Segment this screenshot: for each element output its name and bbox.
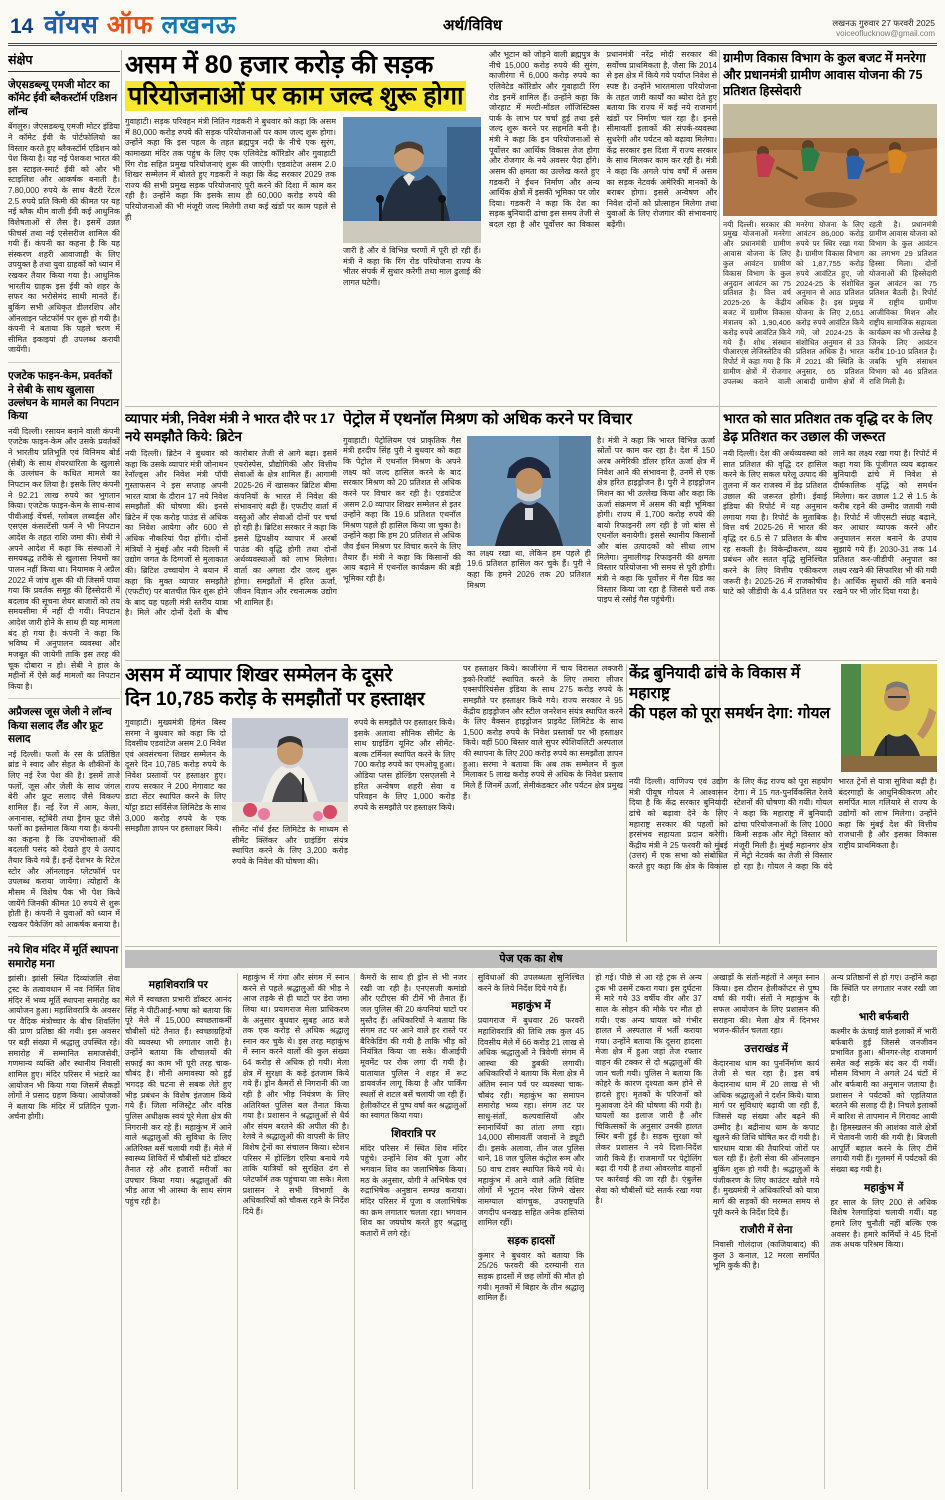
continuation-subhead: भारी बर्फबारी	[858, 1010, 909, 1023]
article-body-under-photo: सीमेंट नॉर्थ ईस्ट लिमिटेड के माध्यम से सीमेंट क्लिंकर और ग्राइंडिंग संयंत्र स्थापित करने के लिए 3,200 करोड़ रुपये के निवेश की घोषणा की।	[232, 824, 348, 866]
continuation-text: कुमार ने बुधवार को बताया कि 25/26 फरवरी की दरम्यानी रात सड़क हादसों में छह लोगों की मौत हो गयी। मृतकों में बिहार के तीन श्रद्धालु शामिल हैं।	[477, 1250, 585, 1303]
article-body-column: है। मंत्री ने कहा कि भारत विभिन्न ऊर्जा स्रोतों पर काम कर रहा है। देश में 150 अरब अमेरिकी डॉलर हरित ऊर्जा क्षेत्र में निवेश आने की संभावना है, उनमें से एक क्षेत्र हरित हाइड्रोजन है। पुरी ने हाइड्रोजन मिशन का भी उल्लेख किया और कहा कि ऊर्जा संक्रमण में असम की बड़ी भूमिका होगी। राज्य में 1,700 करोड़ रुपये की बायो रिफाइनरी लग रही है जो बांस से एथनॉल बनायेगी। इससे स्थानीय किसानों और बांस उत्पादकों को सीधा लाभ मिलेगा। नुमालीगढ़ रिफाइनरी की क्षमता विस्तार परियोजना भी समय से पूरी होगी। मंत्री ने कहा कि पूर्वोत्तर में गैस ग्रिड का विस्तार किया जा रहा है जिससे घरों तक पाइप से रसोई गैस पहुंचेगी।	[597, 435, 715, 605]
brief-body: बेंगलुरु। जेएसडब्ल्यू एमजी मोटर इंडिया ने कॉमेट ईवी के पोर्टफोलियो का विस्तार करते हुए ब्लैकस्टॉर्म एडिशन को पेश किया है। यह नई पेशकश भारत की इस स्टाइल-स्मार्ट ईवी को और भी स्टाइलिश और आकर्षक बनाती है। 7.80,000 रुपये के साथ बैटरी रेंटल 2.5 रुपये प्रति किमी की कीमत पर यह नई ब्लैक थीम वाली ईवी कई आधुनिक विशेषताओं से लैस है। इसमें उन्नत फीचर्स तथा नई एसेसरीज शामिल की गयी हैं। कंपनी का कहना है कि यह संस्करण शहरी आवाजाही के लिए उपयुक्त है तथा युवा ग्राहकों को ध्यान में रखकर तैयार किया गया है। आधुनिक भारतीय ग्राहक इस ईवी को शहर के सफर का भरोसेमंद साथी मानते हैं। बुकिंग सभी अधिकृत डीलरशिप और ऑनलाइन प्लेटफॉर्म पर शुरू हो गयी है। कंपनी ने बताया कि पहले चरण में सीमित इकाइयां ही उपलब्ध करायी जायेंगी।	[8, 122, 120, 355]
continuation-subhead: राजौरी में सेना	[740, 1224, 793, 1237]
continuation-column	[355, 973, 473, 1489]
headline-line-1: केंद्र बुनियादी ढांचे के विकास में महाराष्ट्र	[629, 665, 801, 703]
divider	[626, 664, 627, 942]
continuation-subhead: सड़क हादसों	[507, 1234, 555, 1247]
article-body-column: गुवाहाटी। सड़क परिवहन मंत्री नितिन गडकरी ने बुधवार को कहा कि असम में 80,000 करोड़ रुपये की सड़क परियोजनाओं पर काम जल्द शुरू होगा। उन्होंने कहा कि इस पहल के तहत ब्रह्मपुत्र नदी के नीचे एक सुरंग, कामाख्या मंदिर तक पहुंच के लिए एक एलिवेटेड कॉरिडोर और गुवाहाटी रिंग रोड सहित प्रमुख परियोजनाएं शुरू की जाएंगी। एडवांटेज असम 2.0 शिखर सम्मेलन में बोलते हुए गडकरी ने कहा कि केंद्र सरकार 2029 तक राज्य की सभी प्रमुख सड़क परियोजनाएं पूरी करने की दिशा में काम कर रही है। उन्होंने कहा कि इसके साथ ही 60,000 करोड़ रुपये की परियोजनाओं की भी मंजूरी जल्द मिलेगी तथा कई खंडों पर काम पहले से ही	[125, 117, 336, 222]
header-dateline	[832, 18, 935, 40]
continuation-text: कश्मीर के ऊंचाई वाले इलाकों में भारी बर्फबारी हुई जिससे जनजीवन प्रभावित हुआ। श्रीनगर-लेह राजमार्ग समेत कई सड़कें बंद कर दी गयीं। मौसम विभाग ने अगले 24 घंटों में और बर्फबारी का अनुमान जताया है। प्रशासन ने पर्यटकों को एहतियात बरतने की सलाह दी है। निचले इलाकों में बारिश से तापमान में गिरावट आयी है। हिमस्खलन की आशंका वाले क्षेत्रों में चेतावनी जारी की गयी है। बिजली आपूर्ति बहाल करने के लिए टीमें लगायी गयी हैं। गुलमर्ग में पर्यटकों की संख्या बढ़ गयी है।	[830, 1026, 937, 1174]
continuation-column	[825, 973, 937, 1489]
continuation-text: सुविधाओं की उपलब्धता सुनिश्चित करने के लिये निर्देश दिये गये हैं।	[477, 973, 585, 993]
continuation-text: हो गई। पीछे से आ रहे ट्रक से अन्य ट्रक भी उसमें टकरा गया। इस दुर्घटना में मारे गये 33 वर्षीय वीर और 37 साल के सोहन की मौके पर मौत हो गयी। एक अन्य घायल को गंभीर हालत में अस्पताल में भर्ती कराया गया। उन्होंने बताया कि दूसरा हादसा मेजा क्षेत्र में हुआ जहां तेज रफ्तार वाहन की टक्कर से दो श्रद्धालुओं की जान चली गयी। पुलिस ने बताया कि कोहरे के कारण दृश्यता कम होने से हादसे हुए। मृतकों के परिजनों को मुआवजा देने की घोषणा की गयी है। घायलों का इलाज जारी है और चिकित्सकों के अनुसार उनकी हालत स्थिर बनी हुई है। सड़क सुरक्षा को लेकर प्रशासन ने नये दिशा-निर्देश जारी किये हैं। राजमार्गों पर पेट्रोलिंग बढ़ा दी गयी है तथा ओवरलोड वाहनों पर कार्रवाई की जा रही है। एंबुलेंस सेवा को चौबीसों घंटे सतर्क रखा गया है।	[595, 973, 702, 1206]
brief-body: नयी दिल्ली। रसायन बनाने वाली कंपनी एजटेक फाइन-केम और उसके प्रवर्तकों ने भारतीय प्रतिभूति एवं विनिमय बोर्ड (सेबी) के साथ शेयरधारिता के खुलासे के उल्लंघन के कथित मामले का निपटान कर लिया है। इसके लिए कंपनी ने 92.21 लाख रुपये का भुगतान किया। एजटेक फाइन-केम के साथ-साथ पीवीआई वेंचर्स, ग्लोबल लब्वर्ड्स और एसएस कंसल्टेंसी फर्म ने भी निपटान आदेश के तहत राशि जमा की। सेबी ने अपने आदेश में कहा कि संस्थाओं ने समयबद्ध तरीके से खुलासा नियमों का पालन नहीं किया था। नियामक ने अप्रैल 2022 में जांच शुरू की थी जिसमें पाया गया कि प्रवर्तक समूह की हिस्सेदारी में बदलाव की सूचना शेयर बाजारों को तय समयसीमा में नहीं दी गयी। निपटान आदेश जारी होने के साथ ही यह मामला बंद हो गया है। कंपनी ने कहा कि भविष्य में अनुपालन व्यवस्था और मजबूत की जायेगी ताकि इस तरह की चूक दोबारा न हो। सेबी ने हाल के महीनों में ऐसे कई मामलों का निपटान किया है।	[8, 426, 120, 691]
continuation-text: निवासी गोलंदाज (काजियाबाद) की कुल 3 कनाल, 12 मरला समर्पित भूमि कुर्क की है।	[712, 1240, 820, 1271]
brief-item	[8, 76, 120, 363]
photo-hardeep-puri	[467, 436, 591, 546]
article-assam-road-projects	[125, 50, 717, 402]
continuation-text: महाकुंभ में गंगा और संगम में स्नान करने से पहले श्रद्धालुओं की भीड़ ने आज तड़के से ही घाटों पर डेरा जमा लिया था। प्रयागराज मेला प्राधिकरण के अनुसार बुधवार सुबह आठ बजे तक एक करोड़ से अधिक श्रद्धालु स्नान कर चुके थे। इस तरह महाकुंभ में स्नान करने वालों की कुल संख्या 64 करोड़ से अधिक हो गयी। मेला क्षेत्र में सुरक्षा के कड़े इंतजाम किये गये हैं। ड्रोन कैमरों से निगरानी की जा रही है और भीड़ नियंत्रण के लिए अतिरिक्त पुलिस बल तैनात किया गया है। प्रशासन ने श्रद्धालुओं से धैर्य और संयम बरतने की अपील की है। रेलवे ने श्रद्धालुओं की वापसी के लिए विशेष ट्रेनों का संचालन किया। स्टेशन परिसर में होल्डिंग एरिया बनाये गये ताकि यात्रियों को सुरक्षित ढंग से प्लेटफॉर्म तक पहुंचाया जा सके। मेला प्रशासन ने सभी विभागों के अधिकारियों को चौकस रहने के निर्देश दिये हैं।	[242, 973, 350, 1216]
brief-item	[8, 703, 120, 937]
continuation-text: कैमरों के साथ ही ड्रोन से भी नजर रखी जा रही है। एनएसजी कमांडो और एटीएस की टीमें भी तैनात हैं। जल पुलिस की 20 कंपनियां घाटों पर मुस्तैद हैं। अधिकारियों ने बताया कि संगम तट पर आने वाले हर रास्ते पर बैरिकेडिंग की गयी है ताकि भीड़ को नियंत्रित किया जा सके। वीआईपी मूवमेंट पर रोक लगा दी गयी है। यातायात पुलिस ने शहर में रूट डायवर्जन लागू किया है और पार्किंग स्थलों से शटल बसें चलायी जा रही हैं। हेलीकॉप्टर से पुष्प वर्षा कर श्रद्धालुओं का स्वागत किया गया।	[360, 973, 467, 1121]
continuation-subhead: महाकुंभ में	[511, 1000, 551, 1013]
page-one-continuation	[125, 950, 937, 1492]
article-headline: पेट्रोल में एथनॉल मिश्रण को अधिक करने पर विचार	[343, 411, 632, 428]
masthead-word-1: वॉयस	[44, 11, 99, 39]
article-body-columns: नयी दिल्ली। सरकार की प्रमुख योजनाओं मनरेगा और प्रधानमंत्री ग्रामीण आवास योजना के लिए कुल आवंटन ग्रामीण विकास विभाग के कुल अनुदान आवंटन का 75 प्रतिशत है। वित्त वर्ष 2025-26 के केंद्रीय बजट में ग्रामीण विकास मंत्रालय को 1,90,406 करोड़ रुपये आवंटित किये गये हैं। शोध संस्थान पीआरएस लेजिस्लेटिव की रिपोर्ट में कहा गया है कि ग्रामीण क्षेत्रों में रोजगार उपलब्ध कराने वाली मनरेगा योजना के लिए आवंटन 86,000 करोड़ रुपये पर स्थिर रखा गया है। ग्रामीण विकास विभाग को 1,87,755 करोड़ रुपये आवंटित हुए, जो 2024-25 के संशोधित अनुमान से आठ प्रतिशत अधिक है। इस प्रमुख योजना के लिए 2,651 करोड़ रुपये आवंटित किये गये, जो 2024-25 के संशोधित अनुमान से 33 प्रतिशत अधिक है। भारत में 2021 की स्थिति के अनुसार, 65 प्रतिशत आबादी ग्रामीण क्षेत्रों में रहती है। प्रधानमंत्री ग्रामीण आवास योजना को विभाग के कुल आवंटन का लगभग 29 प्रतिशत हिस्सा मिला। दोनों योजनाओं की हिस्सेदारी कुल आवंटन का 75 प्रतिशत बैठती है। रिपोर्ट में राष्ट्रीय ग्रामीण आजीविका मिशन और राष्ट्रीय सामाजिक सहायता कार्यक्रम का भी उल्लेख है जिनके लिए आवंटन करीब 10-10 प्रतिशत है। जबकि भूमि संसाधन विभाग को 46 प्रतिशत राशि मिली है।	[723, 219, 937, 386]
brief-headline: जेएसडब्ल्यू एमजी मोटर का कॉमेट ईवी ब्लैकस्टॉर्म एडिशन लॉन्च	[8, 79, 118, 118]
headline-line-2: की पहल को पूरा समर्थन देगा: गोयल	[629, 705, 831, 723]
article-body-columns: नयी दिल्ली। ब्रिटेन ने बुधवार को कहा कि उसके व्यापार मंत्री जोनाथन रेनॉल्ड्स और निवेश मंत्री पॉपी गुस्ताफसन ने इस सप्ताह अपनी भारत यात्रा के दौरान 17 नये निवेश समझौतों की घोषणा की। इनसे ब्रिटेन में एक करोड़ पाउंड से अधिक का निवेश आयेगा और 600 से अधिक नौकरियां पैदा होंगी। दोनों मंत्रियों ने मुंबई और नयी दिल्ली में उद्योग जगत के दिग्गजों से मुलाकात की। ब्रिटिश उच्चायोग ने बयान में कहा कि मुक्त व्यापार समझौते (एफटीए) पर बातचीत फिर शुरू होने के बाद यह पहली मंत्री स्तरीय यात्रा है। मिले और दोनों देशों के बीच कारोबार तेजी से आगे बढ़ा। इसमें एयरोस्पेस, प्रौद्योगिकी और वित्तीय सेवाओं के क्षेत्र शामिल हैं। आगामी 2025-26 में खासकर ब्रिटिश बीमा कंपनियों के भारत में निवेश की संभावनाएं बढ़ी हैं। एफटीए वार्ता में वस्तुओं और सेवाओं दोनों पर चर्चा हो रही है। ब्रिटिश सरकार ने कहा कि इससे द्विपक्षीय व्यापार में अरबों पाउंड की वृद्धि होगी तथा दोनों अर्थव्यवस्थाओं को लाभ मिलेगा। वार्ता का अगला दौर जल्द शुरू होगा। समझौतों में हरित ऊर्जा, जीवन विज्ञान और रचनात्मक उद्योग भी शामिल हैं।	[125, 449, 337, 618]
divider	[125, 660, 937, 661]
photo-piyush-goyal	[841, 664, 937, 772]
masthead-word-3: लखनऊ	[161, 11, 237, 39]
continuation-banner: पेज एक का शेष	[125, 950, 937, 968]
continuation-subhead: महाकुंभ में	[864, 1181, 904, 1194]
continuation-text: अखाड़ों के संतों-महंतों ने अमृत स्नान किया। इस दौरान हेलीकॉप्टर से पुष्प वर्षा की गयी। संतों ने महाकुंभ के सफल आयोजन के लिए प्रशासन की सराहना की। मेला क्षेत्र में दिनभर भजन-कीर्तन चलता रहा।	[712, 973, 820, 1036]
article-body-right-columns: और भूटान को जोड़ने वाली ब्रह्मपुत्र के नीचे 15,000 करोड़ रुपये की सुरंग, काजीरंगा में 6,000 करोड़ रुपये का एलिवेटेड कॉरिडोर और गुवाहाटी रिंग रोड इनमें शामिल हैं। उन्होंने कहा कि जोरहाट में मल्टी-मॉडल लॉजिस्टिक्स पार्क के लाभ पर चर्चा हुई तथा इसे जल्द शुरू करने पर सहमति बनी है। मंत्री ने कहा कि इन परियोजनाओं से पूर्वोत्तर का आर्थिक विकास तेज होगा और रोजगार के नये अवसर पैदा होंगे। असम की क्षमता का उल्लेख करते हुए गडकरी ने ईंधन निर्माण और अन्य आर्थिक क्षेत्रों में इसकी भूमिका पर जोर दिया। गडकरी ने कहा कि देश का सड़क बुनियादी ढांचा इस समय तेजी से बदल रहा है और पूर्वोत्तर का विकास प्रधानमंत्री नरेंद्र मोदी सरकार की सर्वोच्च प्राथमिकता है, जैसा कि 2014 से इस क्षेत्र में किये गये पर्याप्त निवेश से स्पष्ट है। उन्होंने भारतमाला परियोजना के तहत जारी कार्यों का ब्योरा देते हुए बताया कि राज्य में कई नये राजमार्ग खंडों पर निर्माण चल रहा है। इनसे सीमावर्ती इलाकों की संपर्क-व्यवस्था सुधरेगी और पर्यटन को बढ़ावा मिलेगा। केंद्र सरकार इस दिशा में राज्य सरकार के साथ मिलकर काम कर रही है। मंत्री ने कहा कि अगले पांच वर्षों में असम का सड़क नेटवर्क अमेरिकी मानकों के बराबर होगा। इससे अन्वेषण और निवेश दोनों को प्रोत्साहन मिलेगा तथा युवाओं के लिए रोजगार की संभावनाएं बढ़ेंगी।	[489, 50, 717, 229]
article-body-columns: नयी दिल्ली। देश की अर्थव्यवस्था को सात प्रतिशत की वृद्धि दर हासिल करने के लिए सकल घरेलू उत्पाद की तुलना में कर राजस्व में डेढ़ प्रतिशत उछाल की जरूरत होगी। ईवाई इंडिया की रिपोर्ट में यह अनुमान लगाया गया है। रिपोर्ट के मुताबिक वित्त वर्ष 2025-26 में भारत की वृद्धि दर 6.5 से 7 प्रतिशत के बीच रह सकती है। विकेन्द्रीकरण, व्यय प्रबंधन और सतत वृद्धि सुनिश्चित करने के लिए वित्तीय एकीकरण जरूरी है। 2025-26 में राजकोषीय घाटे को जीडीपी के 4.4 प्रतिशत पर लाने का लक्ष्य रखा गया है। रिपोर्ट में कहा गया कि पूंजीगत व्यय बढ़ाकर बुनियादी ढांचे में निवेश से दीर्घकालिक वृद्धि को समर्थन मिलेगा। कर उछाल 1.2 से 1.5 के करीब रहने की उम्मीद जतायी गयी है। रिपोर्ट में जीएसटी संग्रह बढ़ाने, कर आधार व्यापक करने और अनुपालन सरल बनाने के उपाय सुझाये गये हैं। 2030-31 तक 14 प्रतिशत कर-जीडीपी अनुपात का लक्ष्य रखने की सिफारिश भी की गयी है। आर्थिक सुधारों की गति बनाये रखने पर भी जोर दिया गया है।	[723, 449, 937, 597]
headline-line-1: असम में 80 हजार करोड़ की सड़क	[125, 51, 434, 79]
article-maharashtra-infrastructure	[629, 664, 937, 942]
page-number: 14	[10, 15, 34, 38]
divider	[125, 946, 937, 947]
continuation-column	[590, 973, 708, 1489]
article-body-column: गुवाहाटी। पेट्रोलियम एवं प्राकृतिक गैस मंत्री हरदीप सिंह पुरी ने बुधवार को कहा कि पेट्रोल में एथनॉल मिश्रण के अपने लक्ष्य को जल्द हासिल करने के बाद सरकार मिश्रण को 20 प्रतिशत से अधिक करने पर विचार कर रही है। एडवांटेज असम 2.0 व्यापार शिखर सम्मेलन से इतर उन्होंने कहा कि 19.6 प्रतिशत एथनॉल मिश्रण पहले ही हासिल किया जा चुका है। उन्होंने कहा कि हम 20 प्रतिशत से अधिक जैव ईंधन मिश्रण पर विचार करने के लिए तैयार हैं। मंत्री ने कहा कि किसानों की आय बढ़ाने में एथनॉल कार्यक्रम की बड़ी भूमिका रही है।	[343, 435, 461, 583]
continuation-subhead: शिवरात्रि पर	[391, 1127, 436, 1140]
brief-item	[8, 941, 120, 1129]
article-ethanol-blending	[343, 410, 715, 656]
article-body-right-column: पर हस्ताक्षर किये। काजीरंगा में चाय विरासत लक्जरी इको-रिजॉर्ट स्थापित करने के लिए तमारा लीजर एक्सपीरियंसेस इंडिया के साथ 275 करोड़ रुपये के समझौते पर हस्ताक्षर किये गये। राज्य सरकार ने 95 केंद्रीय हाइड्रोजन और स्टील जनरेशन संयंत्र स्थापित करने के लिए वैक्सन हाइड्रोजन प्राइवेट लिमिटेड के साथ 1,500 करोड़ रुपये के निवेश प्रस्तावों पर भी हस्ताक्षर किये। वहीं 500 बिस्तर वाले सुपर स्पेशियलिटी अस्पताल की स्थापना के लिए 200 करोड़ रुपये का समझौता ज्ञापन हुआ। सरमा ने बताया कि अब तक सम्मेलन में कुल मिलाकर 5 लाख करोड़ रुपये से अधिक के निवेश प्रस्ताव मिले हैं जिनमें ऊर्जा, सेमीकंडक्टर और पर्यटन क्षेत्र प्रमुख हैं।	[463, 664, 623, 801]
article-headline	[125, 50, 481, 111]
article-body-column: गुवाहाटी। मुख्यमंत्री हिमंत बिस्व सरमा ने बुधवार को कहा कि दो दिवसीय एडवांटेज असम 2.0 निवेश एवं अवसंरचना शिखर सम्मेलन के दूसरे दिन 10,785 करोड़ रुपये के निवेश प्रस्तावों पर हस्ताक्षर हुए। राज्य सरकार ने 200 मेगावाट का डाटा सेंटर स्थापित करने के लिए यॉट्टा डाटा सर्विसेज लिमिटेड के साथ 3,000 करोड़ रुपये के एक समझौता ज्ञापन पर हस्ताक्षर किये।	[125, 717, 226, 834]
continuation-text: मेले में स्वच्छता प्रभारी डॉक्टर आनंद सिंह ने पीटीआई-भाषा को बताया कि पूरे मेले में 15,000 स्वच्छताकर्मी चौबीसों घंटे तैनात हैं। स्वच्छाग्रहियों की व्यवस्था भी लगातार जारी है। उन्होंने बताया कि शौचालयों की सफाई का काम भी पूरी तरह चाक-चौबंद है। मौनी अमावस्या को हुई भगदड़ की घटना से सबक लेते हुए भीड़ प्रबंधन के विशेष इंतजाम किये गये हैं। जिला मजिस्ट्रेट और वरिष्ठ पुलिस अधीक्षक स्वयं पूरे मेला क्षेत्र की निगरानी कर रहे हैं। महाकुंभ में आने वाले श्रद्धालुओं की सुविधा के लिए अतिरिक्त बसें चलायी गयी हैं। मेले में स्वास्थ्य शिविरों में चौबीसों घंटे डॉक्टर तैनात रहे और हजारों मरीजों का उपचार किया गया। श्रद्धालुओं की भीड़ आज भी आस्था के साथ संगम पहुंच रही है।	[125, 995, 232, 1206]
photo-himanta-biswa-sarma	[232, 718, 348, 822]
article-headline	[125, 664, 455, 712]
article-headline: व्यापार मंत्री, निवेश मंत्री ने भारत दौरे पर 17 नये समझौते किये: ब्रिटेन	[125, 411, 336, 444]
headline-line-2: परियोजनाओं पर काम जल्द शुरू होगा	[125, 81, 466, 112]
article-headline	[629, 664, 835, 772]
continuation-column	[238, 973, 356, 1489]
divider	[121, 50, 122, 1492]
article-body-under-photo: का लक्ष्य रखा था, लेकिन हम पहले ही 19.6 प्रतिशत हासिल कर चुके हैं। पुरी ने कहा कि हमने 2026 तक 20 प्रतिशत मिश्रण	[467, 548, 591, 590]
continuation-text: केदारनाथ धाम का पुनर्निर्माण कार्य तेजी से चल रहा है। इस वर्ष केदारनाथ धाम में 20 लाख से भी अधिक श्रद्धालुओं ने दर्शन किये। यात्रा मार्ग पर सुविधाएं बढ़ायी जा रही हैं, जिससे यह संख्या और बढ़ने की उम्मीद है। बद्रीनाथ धाम के कपाट खुलने की तिथि घोषित कर दी गयी है। चारधाम यात्रा की तैयारियां जोरों पर चल रही हैं। हेली सेवा की ऑनलाइन बुकिंग शुरू हो गयी है। श्रद्धालुओं के पंजीकरण के लिए काउंटर खोले गये हैं। मुख्यमंत्री ने अधिकारियों को यात्रा मार्ग की सड़कों की मरम्मत समय से पूरी करने के निर्देश दिये हैं।	[712, 1058, 820, 1217]
briefs-title: संक्षेप	[8, 50, 120, 72]
continuation-column	[473, 973, 591, 1489]
headline-line-1: असम में व्यापार शिखर सम्मेलन के दूसरे	[125, 665, 393, 686]
section-label: अर्थ/विविध	[443, 17, 502, 34]
divider	[125, 406, 937, 407]
brief-headline: एजटेक फाइन-केम, प्रवर्तकों ने सेबी के साथ खुलासा उल्लंघन के मामले का निपटान किया	[8, 370, 119, 423]
edition-date: लखनऊ गुरुवार 27 फरवरी 2025	[832, 17, 935, 28]
article-rural-budget	[723, 50, 937, 402]
continuation-text: प्रयागराज में बुधवार 26 फरवरी महाशिवरात्रि की तिथि तक कुल 45 दिवसीय मेले में 66 करोड़ 21 लाख से अधिक श्रद्धालुओं ने त्रिवेणी संगम में आस्था की डुबकी लगायी। अधिकारियों ने बताया कि मेला क्षेत्र में अंतिम स्नान पर्व पर व्यवस्था चाक-चौबंद रही। महाकुंभ का समापन समारोह भव्य रहा। संगम तट पर साधु-संतों, कल्पवासियों और स्नानार्थियों का तांता लगा रहा। 14,000 सीमावर्ती जवानों ने ड्यूटी दी। इसके अलावा, तीन जल पुलिस थाने, 18 जल पुलिस कंट्रोल रूम और 50 वाच टावर स्थापित किये गये थे। महाकुंभ में आने वाले अति विशिष्ट लोगों में भूटान नरेश जिग्मे खेसर नामग्याल वांगचुक, उपराष्ट्रपति जगदीप धनखड़ सहित अनेक हस्तियां शामिल रहीं।	[477, 1016, 585, 1228]
continuation-text: अन्य प्रतिष्ठानों से हो गए। उन्होंने कहा कि स्थिति पर लगातार नजर रखी जा रही है।	[830, 973, 937, 1004]
article-headline: ग्रामीण विकास विभाग के कुल बजट में मनरेगा और प्रधानमंत्री ग्रामीण आवास योजना की 75 प्रतिशत हिस्सेदारी	[723, 51, 926, 98]
article-assam-summit-mous	[125, 664, 623, 942]
brief-body: झांसी। झांसी स्थित दिव्यांजलि सेवा ट्रस्ट के तत्वावधान में नव निर्मित शिव मंदिर में भव्य मूर्ति स्थापना समारोह का आयोजन हुआ। महाशिवरात्रि के अवसर पर वैदिक मंत्रोच्चार के बीच शिवलिंग की प्राण प्रतिष्ठा की गयी। इस अवसर पर बड़ी संख्या में श्रद्धालु उपस्थित रहे। समारोह में सम्मानित समाजसेवी, गणमान्य व्यक्ति और स्थानीय निवासी शामिल हुए। मंदिर परिसर में भंडारे का आयोजन भी किया गया जिसमें सैकड़ों लोगों ने प्रसाद ग्रहण किया। आयोजकों ने बताया कि मंदिर में प्रतिदिन पूजा-अर्चना होगी।	[8, 974, 120, 1122]
page-header	[8, 4, 937, 46]
website-address: voiceoflucknow@gmail.com	[836, 29, 935, 39]
article-body-column: रुपये के समझौते पर हस्ताक्षर किये। इसके अलावा सौनिक सीमेंट के साथ ग्राइंडिंग यूनिट और सीमेंट-बल्क टर्मिनल स्थापित करने के लिए 700 करोड़ रुपये का एमओयू हुआ। ओडिया प्लस होल्डिंग एसएलसी ने हरित अन्वेषण शहरी सेवा व परिवहन के लिए 1,000 करोड़ रुपये के समझौते पर हस्ताक्षर किये।	[354, 717, 455, 812]
continuation-subhead: महाशिवरात्रि पर	[148, 979, 208, 991]
brief-headline: नये शिव मंदिर में मूर्ति स्थापना समारोह मना	[8, 944, 119, 970]
masthead-word-2: ऑफ	[106, 11, 154, 39]
article-headline: भारत को सात प्रतिशत तक वृद्धि दर के लिए डेढ़ प्रतिशत कर उछाल की जरूरत	[723, 411, 933, 444]
article-tax-buoyancy	[723, 410, 937, 656]
brief-body: नई दिल्ली। फलों के रस के प्रतिष्ठित ब्रांड ने स्वाद और सेहत के शौकीनों के लिए नई रेंज पेश की है। इसमें ताजे फलों, जूस और जेली के साथ जंगल बेरी और फ्रूट सलाद जैसे विकल्प शामिल हैं। नई रेंज में आम, केला, अनानास, स्ट्रॉबेरी तथा ड्रैगन फ्रूट जैसे फलों का इस्तेमाल किया गया है। कंपनी का कहना है कि उपभोक्ताओं की बदलती पसंद को देखते हुए ये उत्पाद तैयार किये गये हैं। इन्हें देशभर के रिटेल स्टोर और ऑनलाइन प्लेटफॉर्म पर उपलब्ध कराया जायेगा। त्योहारों के मौसम में विशेष पैक भी पेश किये जायेंगे जिनकी कीमत 10 रुपये से शुरू होती है। कंपनी ने युवाओं को ध्यान में रखकर पैकेजिंग को आकर्षक बनाया है।	[8, 749, 120, 929]
continuation-column	[125, 973, 238, 1489]
article-body-columns: नयी दिल्ली। वाणिज्य एवं उद्योग मंत्री पीयूष गोयल ने आश्वासन दिया है कि केंद्र सरकार बुनियादी ढांचे को बढ़ावा देने के लिए महाराष्ट्र सरकार की पहलों को हरसंभव सहायता प्रदान करेगी। केंद्रीय मंत्री ने 25 फरवरी को मुंबई (उत्तर) में एक सभा को संबोधित करते हुए कहा कि क्षेत्र के विकास के लिए केंद्र राज्य को पूरा सहयोग देगा। में 15 गत-पुनर्विकसित रेलवे स्टेशनों की घोषणा की गयी। गोयल ने कहा कि महाराष्ट्र में बुनियादी ढांचा परियोजनाओं के लिए 1000 किमी सड़क और मेट्रो विस्तार को मंजूरी मिली है। मुंबई महानगर क्षेत्र में मेट्रो नेटवर्क का तेजी से विस्तार हो रहा है। गोयल ने कहा कि वंदे भारत ट्रेनों से यात्रा सुविधा बढ़ी है। बंदरगाहों के आधुनिकीकरण और समर्पित माल गलियारे से राज्य के उद्योगों को लाभ मिलेगा। उन्होंने कहा कि मुंबई देश की वित्तीय राजधानी है और इसका विकास राष्ट्रीय प्राथमिकता है।	[629, 777, 937, 871]
headline-line-2: दिन 10,785 करोड़ के समझौतों पर हस्ताक्षर	[125, 688, 425, 710]
continuation-text: हर साल के लिए 200 से अधिक विशेष रेलगाड़ियां चलायी गयीं। यह हमारे लिए चुनौती नहीं बल्कि एक अवसर है। हमारे कर्मियों ने 45 दिनों तक अथक परिश्रम किया।	[830, 1197, 937, 1250]
continuation-column	[708, 973, 826, 1489]
continuation-subhead: उत्तराखंड में	[744, 1042, 788, 1055]
photo-mgnrega-workers	[723, 104, 937, 216]
briefs-sidebar	[8, 50, 120, 1492]
article-body-under-photo: जारी है और वे विभिन्न चरणों में पूरी हो रही हैं। मंत्री ने कहा कि रिंग रोड परियोजना राज्य के भीतर संपर्क में सुधार करेगी तथा माल ढुलाई की लागत घटेगी।	[343, 246, 481, 287]
article-uk-trade-agreements	[125, 410, 337, 656]
brief-item	[8, 367, 120, 699]
continuation-text: मंदिर परिसर में स्थित शिव मंदिर पहुंचे। उन्होंने शिव की पूजा और भगवान शिव का जलाभिषेक किया। मठ के अनुसार, योगी ने अभिषेक एवं रुद्राभिषेक अनुष्ठान सम्पन्न कराया। मंदिर परिसर में पूजा व जलाभिषेक का क्रम लगातार चलता रहा। भगवान शिव का जयघोष करते हुए श्रद्धालु कतारों में लगे रहे।	[360, 1143, 467, 1238]
brief-headline: अप्रैजल्स जूस जेली ने लॉन्च किया सलाद लैंड और फ्रूट सलाद	[8, 706, 112, 746]
photo-nitin-gadkari	[343, 117, 481, 243]
